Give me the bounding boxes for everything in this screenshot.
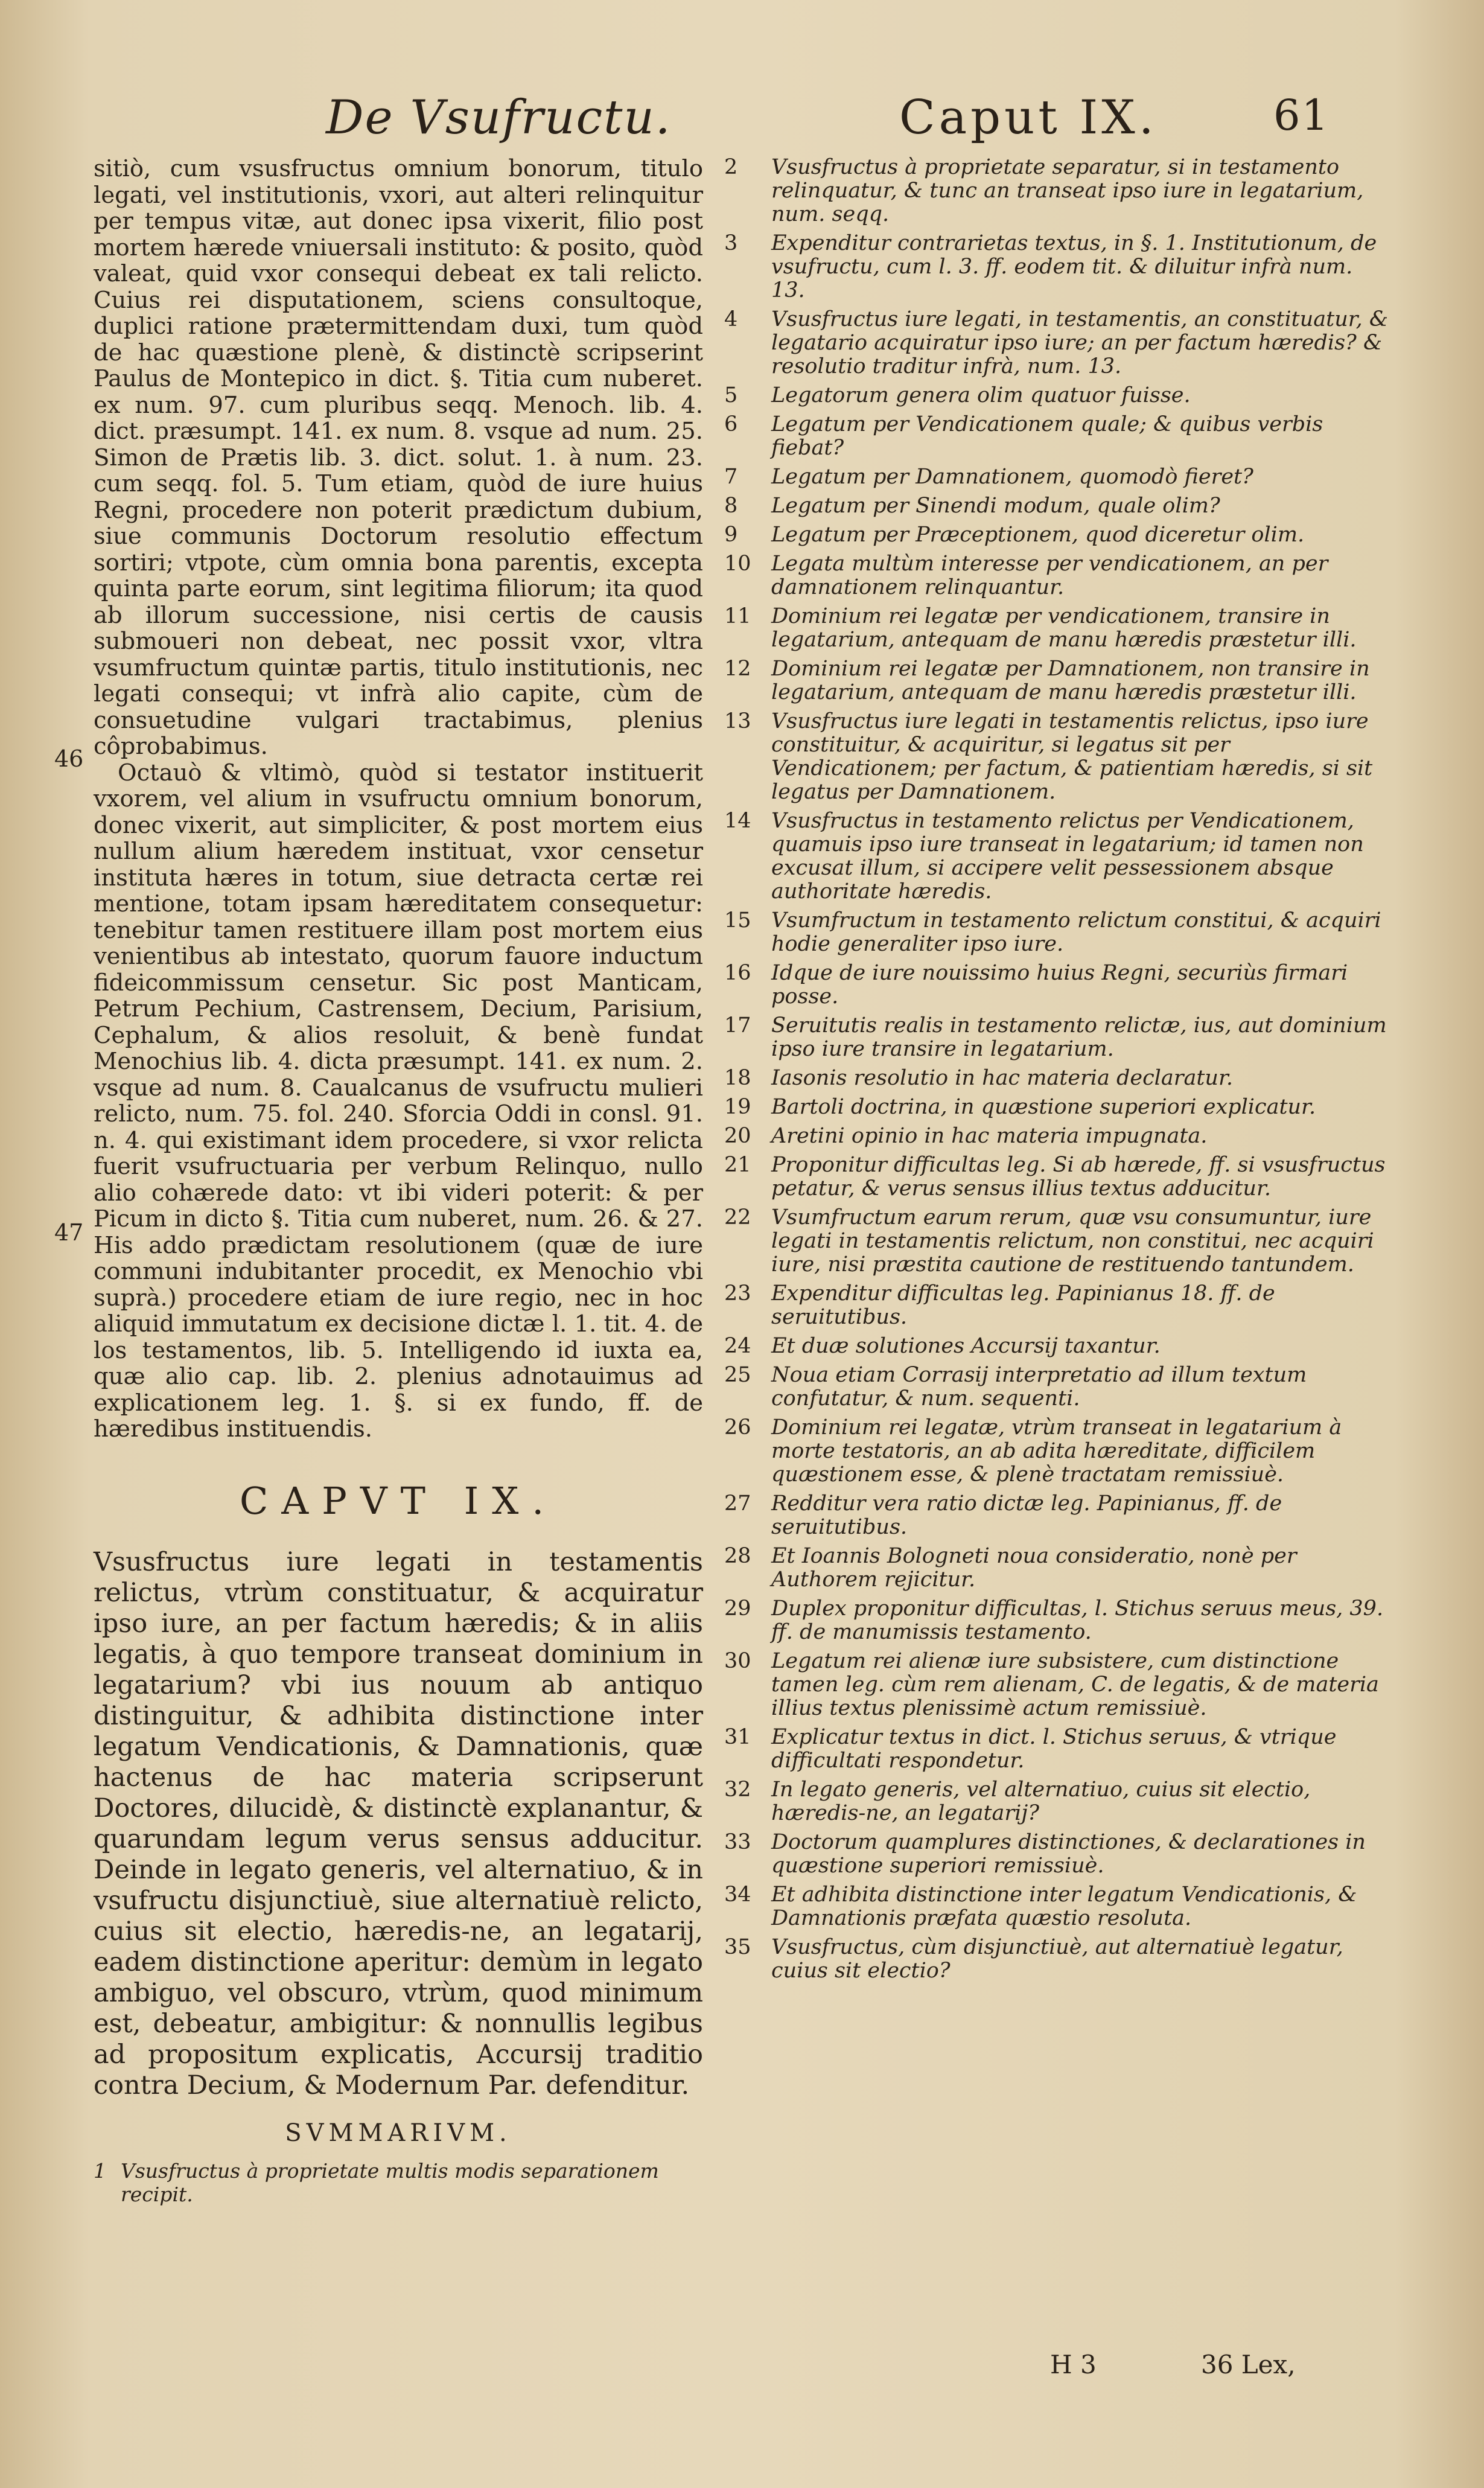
summary-entry (724, 1282, 1391, 1329)
summary-entry-text: Iasonis resolutio in hac materia declaratur. (771, 1066, 1233, 1090)
summary-entry-text: Et Ioannis Bologneti noua consideratio, nonè per Authorem rejicitur. (771, 1544, 1297, 1592)
summary-entry-text: Legatum per Vendicationem quale; & quibus verbis fiebat? (771, 412, 1323, 460)
summary-entry-text: Expenditur contrarietas textus, in §. 1. Institutionum, de vsufructu, cum l. 3. ff. eodem tit. & diluitur infrà num. 13. (771, 231, 1377, 302)
summary-entry-number: 35 (724, 1935, 751, 1959)
summary-entry-number: 6 (724, 412, 738, 436)
summary-entry (724, 1153, 1391, 1201)
summary-entry (724, 552, 1391, 599)
summary-entry-number: 14 (724, 809, 751, 833)
summary-entry (724, 657, 1391, 704)
summary-entry (724, 710, 1391, 804)
summary-entry-text: Vsumfructum earum rerum, quæ vsu consumuntur, iure legati in testamentis relictum, non constitui, nec acquiri iure, nisi præstita cautione de restituendo tantundem. (771, 1205, 1374, 1277)
summary-entry-text: Expenditur difficultas leg. Papinianus 18. ff. de seruitutibus. (771, 1281, 1275, 1329)
summary-entry-number: 28 (724, 1544, 751, 1568)
summary-entry (724, 494, 1391, 518)
summary-entry-number: 19 (724, 1095, 751, 1119)
summary-entry (724, 962, 1391, 1009)
summary-entry-number: 26 (724, 1415, 751, 1440)
summary-entry-text: Legata multùm interesse per vendicationem, an per damnationem relinquantur. (771, 552, 1328, 599)
summary-entry (724, 523, 1391, 547)
summary-entry-number: 33 (724, 1830, 751, 1854)
summary-entry-number: 9 (724, 523, 738, 547)
chapter-argument: Vsusfructus iure legati in testamentis relictus, vtrùm constituatur, & acquiratur ipso iure, an per factum hæredis; & in aliis legatis, à quo tempore transeat dominium in legatarium? vbi ius nouum ab antiquo distinguitur, & adhibita distinctione inter legatum Vendicationis, & Damnationis, quæ hactenus de hac materia scripserunt Doctores, dilucidè, & distinctè explanantur, & quarundam legum verus sensus adducitur. Deinde in legato generis, vel alternatiuo, & in vsufructu disjunctiuè, siue alternatiuè relicto, cuius sit electio, hæredis-ne, an legatarij, eadem distinctione aperitur: demùm in legato ambiguo, vel obscuro, vtrùm, quod minimum est, debeatur, ambigitur: & nonnullis legibus ad propositum explicatis, Accursij traditio contra Decium, & Modernum Par. defenditur. (94, 1546, 703, 2100)
summary-entry-text: Dominium rei legatæ per vendicationem, transire in legatarium, antequam de manu hæredis præstetur illi. (771, 604, 1357, 652)
summary-entry-number: 4 (724, 307, 738, 331)
summary-entry (724, 1096, 1391, 1119)
chapter-title: CAPVT IX. (239, 1478, 558, 1523)
summary-entry (724, 1335, 1391, 1358)
summary-entry-number: 29 (724, 1596, 751, 1621)
summary-entry-text: Legatum per Sinendi modum, quale olim? (771, 494, 1220, 518)
summary-list (724, 156, 1391, 1988)
summary-entry-text: Doctorum quamplures distinctiones, & declarationes in quæstione superiori remissiuè. (771, 1830, 1366, 1878)
summary-entry-text: Vsusfructus à proprietate multis modis separationem recipit. (121, 2158, 659, 2206)
body-paragraph: Octauò & vltimò, quòd si testator instituerit vxorem, vel alium in vsufructu omnium bonorum, donec vixerit, aut simpliciter, & post mortem eius nullum alium hæredem instituat, vxor censetur instituta hæres in totum, siue detracta certæ rei mentione, totam ipsam hæreditatem consequetur: tenebitur tamen restituere illam post mortem eius venientibus ab intestato, quorum fauore inductum fideicommissum censetur. Sic post Manticam, Petrum Pechium, Castrensem, Decium, Parisium, Cephalum, & alios resoluit, & benè fundat Menochius lib. 4. dicta præsumpt. 141. ex num. 2. vsque ad num. 8. Caualcanus de vsufructu mulieri relicto, num. 75. fol. 240. Sforcia Oddi in consl. 91. n. 4. qui existimant idem procedere, si vxor relicta fuerit vsufructuaria per verbum Relinquo, nullo alio cohærede dato: vt ibi videri poterit: & per Picum in dicto §. Titia cum nuberet, num. 26. & 27. His addo prædictam resolutionem (quæ de iure communi indubitanter procedit, ex Menochio vbi suprà.) procedere etiam de iure regio, nec in hoc aliquid immutatum ex decisione dictæ l. 1. tit. 4. de los testamentos, lib. 5. Intelligendo id iuxta ea, quæ alio cap. lib. 2. plenius adnotauimus ad explicationem leg. 1. §. si ex fundo, ff. de hæredibus instituendis. (94, 759, 703, 1443)
summary-entry-number: 31 (724, 1725, 751, 1749)
summary-entry-number: 24 (724, 1334, 751, 1358)
summary-entry (724, 1124, 1391, 1148)
summary-entry-text: Legatorum genera olim quatuor fuisse. (771, 383, 1191, 407)
summary-entry-number: 30 (724, 1649, 751, 1673)
summary-entry (724, 1545, 1391, 1592)
summary-entry-number: 8 (724, 494, 738, 518)
summary-entry-text: Vsusfructus, cùm disjunctiuè, aut alternatiuè legatur, cuius sit electio? (771, 1935, 1343, 1983)
summary-entry-text: Legatum rei alienæ iure subsistere, cum distinctione tamen leg. cùm rem alienam, C. de legatis, & de materia illius textus plenissimè actum remissiuè. (771, 1649, 1379, 1720)
summary-entry-text: Et adhibita distinctione inter legatum Vendicationis, & Damnationis præfata quæstio resoluta. (771, 1883, 1357, 1930)
left-column (94, 156, 703, 2206)
summary-entry (724, 308, 1391, 378)
margin-number: 47 (54, 1219, 84, 1246)
summary-entry (724, 1067, 1391, 1090)
summary-entry-number: 27 (724, 1491, 751, 1516)
summary-entry-number: 3 (724, 231, 738, 255)
summary-entry-number: 20 (724, 1124, 751, 1148)
summary-entry-text: Duplex proponitur difficultas, l. Stichus seruus meus, 39. ff. de manumissis testamento. (771, 1596, 1384, 1644)
summary-entry-text: Seruitutis realis in testamento relictæ, ius, aut dominium ipso iure transire in legatarium. (771, 1013, 1387, 1061)
summary-entry (724, 1726, 1391, 1773)
summary-entry-number: 32 (724, 1778, 751, 1802)
summary-entry-number: 25 (724, 1363, 751, 1387)
summary-entry-number: 15 (724, 908, 751, 933)
summary-entry (724, 1416, 1391, 1487)
summary-entry (724, 1831, 1391, 1878)
summary-entry-number: 12 (724, 657, 751, 681)
summary-entry (724, 413, 1391, 460)
summary-entry (724, 232, 1391, 302)
body-paragraph: sitiò, cum vsusfructus omnium bonorum, titulo legati, vel institutionis, vxori, aut alteri relinquitur per tempus vitæ, aut donec ipsa vixerit, filio post mortem hærede vniuersali instituto: & posito, quòd valeat, quid vxor consequi debeat ex tali relicto. Cuius rei disputationem, sciens consultoque, duplici ratione prætermittendam duxi, tum quòd de hac quæstione plenè, & distinctè scripserint Paulus de Montepico in dict. §. Titia cum nuberet. ex num. 97. cum pluribus seqq. Menoch. lib. 4. dict. præsumpt. 141. ex num. 8. vsque ad num. 25. Simon de Prætis lib. 3. dict. solut. 1. à num. 23. cum seqq. fol. 5. Tum etiam, quòd de iure huius Regni, procedere non poterit prædictum dubium, siue communis Doctorum resolutio effectum sortiri; vtpote, cùm omnia bona parentis, excepta quinta parte eorum, sint legitima filiorum; ita quod ab illorum successione, nisi certis de causis submoueri non debeat, nec possit vxor, vltra vsumfructum quintæ partis, titulo institutionis, nec legati consequi; vt infrà alio capite, cùm de consuetudine vulgari tractabimus, plenius côprobabimus. (94, 155, 703, 760)
summary-entry-number: 5 (724, 383, 738, 407)
catchword: 36 Lex, (1201, 2350, 1296, 2379)
summary-entry-text: Bartoli doctrina, in quæstione superiori explicatur. (771, 1095, 1316, 1119)
summary-entry-text: Vsusfructus à proprietate separatur, si in testamento relinquatur, & tunc an transeat ipso iure in legatarium, num. seqq. (771, 155, 1364, 226)
summary-entry-number: 11 (724, 604, 751, 628)
summary-entry-number: 2 (724, 155, 738, 179)
summary-entry (724, 1364, 1391, 1411)
summary-entry-text: Vsusfructus in testamento relictus per Vendicationem, quamuis ipso iure transeat in legatarium; id tamen non excusat illum, si accipere velit pessessionem absque authoritate hæredis. (771, 809, 1364, 904)
summary-entry-text: Vsusfructus iure legati in testamentis relictus, ipso iure constituitur, & acquiritur, si legatus sit per Vendicationem; per factum, & patientiam hæredis, si sit legatus per Damnationem. (771, 709, 1373, 804)
summary-entry-text: Proponitur difficultas leg. Si ab hærede, ff. si vsusfructus petatur, & verus sensus illius textus adducitur. (771, 1153, 1386, 1201)
summary-entry-text: Idque de iure nouissimo huius Regni, securiùs firmari posse. (771, 961, 1348, 1009)
signature-mark: H 3 (1050, 2350, 1097, 2379)
summary-entry-number: 18 (724, 1066, 751, 1090)
summary-entry-number: 7 (724, 465, 738, 489)
summary-entry-text: In legato generis, vel alternatiuo, cuius sit electio, hæredis-ne, an legatarij? (771, 1778, 1311, 1825)
summary-entry (724, 1206, 1391, 1277)
summary-entry (724, 1778, 1391, 1825)
summary-entry (724, 809, 1391, 904)
summary-entry (724, 1936, 1391, 1983)
summary-entry (94, 2159, 703, 2206)
summary-entry-number: 34 (724, 1883, 751, 1907)
summary-entry-text: Aretini opinio in hac materia impugnata. (771, 1124, 1208, 1148)
summary-entry-text: Vsusfructus iure legati, in testamentis, an constituatur, & legatario acquiratur ipso iure; an per factum hæredis? & resolutio traditur infrà, num. 13. (771, 307, 1389, 378)
summary-entry-text: Noua etiam Corrasij interpretatio ad illum textum confutatur, & num. sequenti. (771, 1363, 1307, 1411)
margin-number: 46 (54, 745, 84, 772)
summary-entry (724, 1597, 1391, 1644)
summary-entry-text: Dominium rei legatæ, vtrùm transeat in legatarium à morte testatoris, an ab adita hæreditate, difficilem quæstionem esse, & plenè tractatam remissiuè. (771, 1415, 1342, 1487)
summary-entry-number: 1 (94, 2158, 106, 2183)
chapter-header: Caput IX. (899, 91, 1158, 145)
summary-entry (724, 605, 1391, 652)
summary-entry (724, 384, 1391, 407)
running-title: De Vsufructu. (326, 91, 672, 145)
summary-entry-text: Vsumfructum in testamento relictum constitui, & acquiri hodie generaliter ipso iure. (771, 908, 1381, 956)
summary-entry-text: Legatum per Præceptionem, quod diceretur olim. (771, 523, 1305, 547)
summary-entry-number: 22 (724, 1205, 751, 1230)
summary-entry-text: Legatum per Damnationem, quomodò fieret? (771, 465, 1253, 489)
summary-entry (724, 1883, 1391, 1930)
summary-entry-text: Explicatur textus in dict. l. Stichus seruus, & vtrique difficultati respondetur. (771, 1725, 1337, 1773)
summary-entry-number: 13 (724, 709, 751, 733)
summary-entry (724, 1492, 1391, 1539)
summary-entry-text: Dominium rei legatæ per Damnationem, non transire in legatarium, antequam de manu hæredis præstetur illi. (771, 657, 1370, 704)
summary-entry-number: 17 (724, 1013, 751, 1038)
summary-entry (724, 909, 1391, 956)
page-number: 61 (1273, 91, 1330, 140)
summary-entry (724, 1014, 1391, 1061)
summary-entry (724, 465, 1391, 489)
summary-title: SVMMARIVM. (285, 2119, 512, 2147)
summary-entry (724, 156, 1391, 226)
summary-entry-number: 23 (724, 1281, 751, 1306)
summary-entry-text: Et duæ solutiones Accursij taxantur. (771, 1334, 1161, 1358)
summary-entry-number: 21 (724, 1153, 751, 1177)
summary-entry (724, 1650, 1391, 1720)
summary-entry-number: 16 (724, 961, 751, 985)
summary-entry-text: Redditur vera ratio dictæ leg. Papinianus, ff. de seruitutibus. (771, 1491, 1282, 1539)
summary-entry-number: 10 (724, 552, 751, 576)
